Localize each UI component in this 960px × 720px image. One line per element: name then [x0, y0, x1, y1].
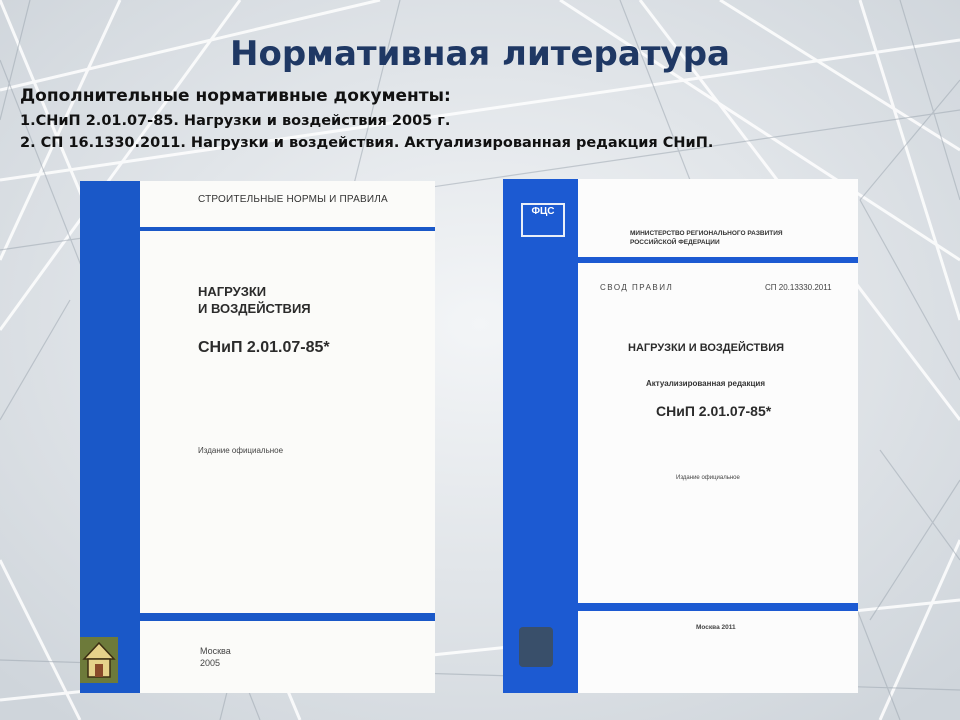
hologram-sticker-icon	[519, 627, 553, 667]
cover-title: НАГРУЗКИ И ВОЗДЕЙСТВИЯ	[628, 342, 785, 354]
slide-title: Нормативная литература	[230, 34, 730, 74]
sp-number: СП 20.13330.2011	[765, 283, 832, 292]
cover-lower-band	[503, 603, 858, 611]
house-emblem-icon	[80, 637, 118, 683]
ministry-line-2: РОССИЙСКОЙ ФЕДЕРАЦИИ	[630, 239, 720, 246]
fcs-logo-text: ФЦС	[531, 206, 555, 217]
fcs-logo	[521, 203, 565, 237]
cover-year: 2005	[200, 658, 221, 668]
cover-city: Москва	[200, 646, 231, 656]
cover-code: СНиП 2.01.07-85*	[198, 339, 330, 356]
cover-imprint	[200, 645, 231, 669]
reference-item-1: 1.СНиП 2.01.07-85. Нагрузки и воздействия 2005 г.	[20, 113, 451, 129]
cover-title-line-2: И ВОЗДЕЙСТВИЯ	[198, 301, 311, 316]
cover-official-label: Издание официальное	[198, 446, 284, 455]
reference-item-2: 2. СП 16.1330.2011. Нагрузки и воздействия. Актуализированная редакция СНиП.	[20, 135, 714, 151]
ministry-line-1: МИНИСТЕРСТВО РЕГИОНАЛЬНОГО РАЗВИТИЯ	[630, 230, 783, 237]
cover-upper-band	[503, 257, 858, 263]
cover-title	[198, 283, 311, 317]
slide-text-block	[20, 86, 713, 157]
cover-code: СНиП 2.01.07-85*	[656, 403, 772, 419]
cover-title-line-1: НАГРУЗКИ	[198, 284, 267, 299]
cover-snip-2005	[80, 181, 435, 693]
cover-header: СТРОИТЕЛЬНЫЕ НОРМЫ И ПРАВИЛА	[198, 194, 388, 205]
cover-official-label: Издание официальное	[676, 475, 740, 481]
cover-bottom-band	[80, 613, 435, 621]
series-label: СВОД ПРАВИЛ	[600, 283, 674, 292]
cover-sp-2011	[503, 179, 858, 693]
cover-top-rule	[80, 227, 435, 231]
edition-label: Актуализированная редакция	[646, 379, 765, 388]
slide-subtitle: Дополнительные нормативные документы:	[20, 86, 451, 106]
ministry-label	[630, 229, 783, 247]
cover-city-year: Москва 2011	[696, 624, 736, 631]
